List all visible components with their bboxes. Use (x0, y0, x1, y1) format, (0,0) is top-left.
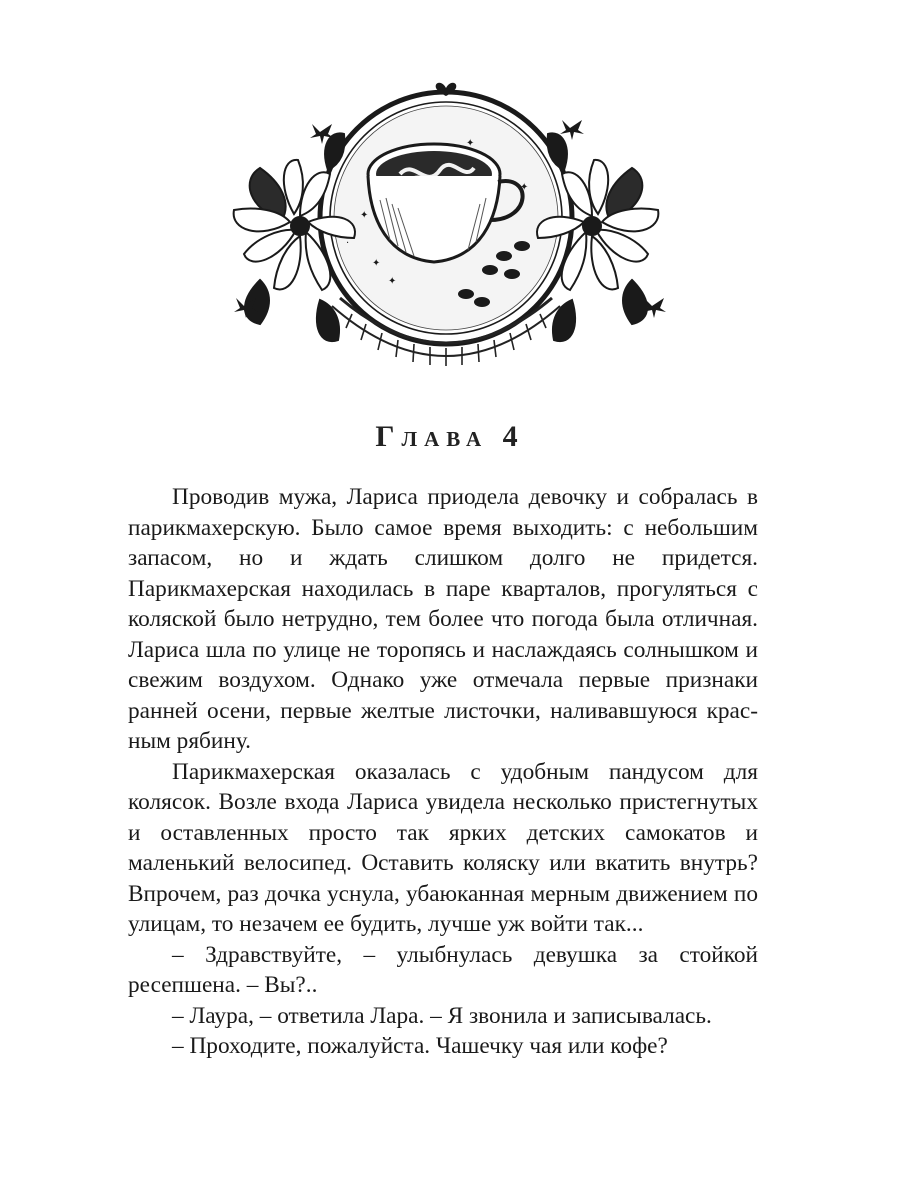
chapter-title: Глава 4 (375, 420, 525, 453)
dialogue-line: – Проходите, пожалуйста. Чашечку чая или кофе? (172, 1033, 668, 1059)
svg-text:✦: ✦ (388, 276, 397, 287)
dialogue-line: – Здравствуйте, – улыбнулась девушка за стойкой ресепшена. – Вы?.. (128, 941, 758, 998)
svg-text:✦: ✦ (520, 182, 529, 193)
chapter-illustration (220, 70, 680, 380)
coffee-cup-wreath-icon (220, 70, 680, 380)
svg-text:·: · (346, 238, 350, 249)
svg-text:✦: ✦ (360, 210, 369, 221)
chapter-body-text (128, 482, 758, 1062)
paragraph: Парикмахерская оказалась с удобным пандусом для колясок. Возле входа Лариса увидела несколько пристегнутых и оставленных просто так ярких детских самокатов и маленький велосипед. Оставить коляску или вкатить внутрь? Впрочем, раз дочка уснула, убаюканная мерным движением по улицам, то незачем ее будить, лучше уж войти так... (128, 758, 758, 937)
svg-text:✦: ✦ (466, 138, 475, 149)
dialogue-line: – Лаура, – ответила Лара. – Я звонила и записывалась. (172, 1002, 712, 1029)
paragraph: Проводив мужа, Лариса приодела девочку и собралась в парикмахерскую. Было самое время выходить: с небольшим запасом, но и ждать слишком долго не придется. Парикмахерская находилась в паре кварталов, прогуляться с коляской было нетрудно, тем более что погода была отличная. Лариса шла по улице не торопясь и наслаждаясь солнышком и свежим воздухом. Однако уже отмечала первые признаки ранней осени, первые желтые листочки, наливавшуюся красным рябину. (128, 484, 758, 754)
svg-text:✦: ✦ (372, 258, 381, 269)
